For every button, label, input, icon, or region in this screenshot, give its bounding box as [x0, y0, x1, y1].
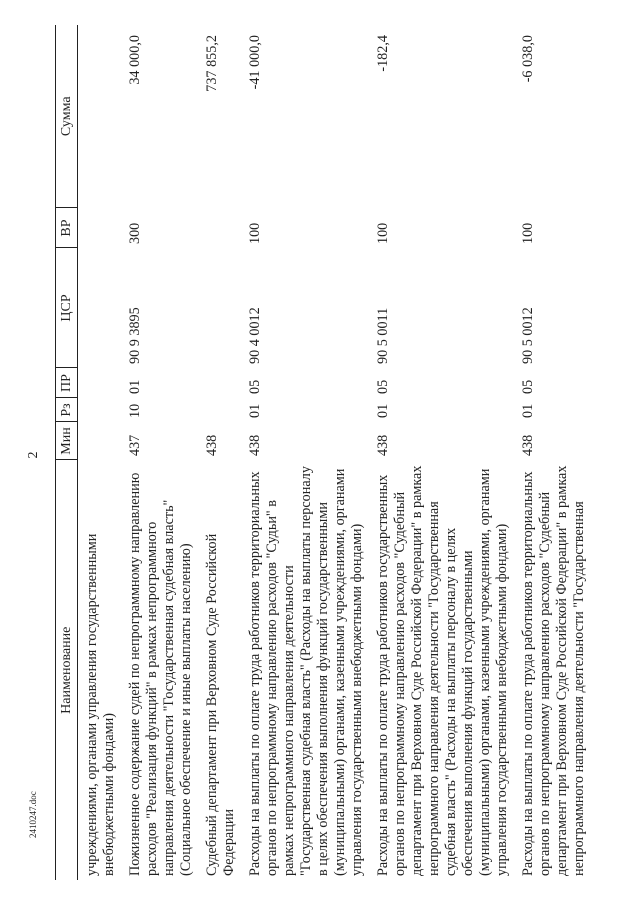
document-code: 2410247.doc	[28, 791, 38, 838]
row-rz	[78, 398, 125, 422]
row-vr: 100	[375, 222, 391, 244]
table-row	[78, 25, 125, 880]
row-pr	[78, 368, 125, 398]
rotated-table-container	[55, 25, 603, 880]
table-row	[124, 25, 201, 880]
row-min: 437	[127, 434, 143, 456]
table-row	[372, 25, 517, 880]
header-min: Мин	[56, 422, 78, 460]
row-pr: 01	[127, 379, 143, 394]
table-header-row	[56, 25, 78, 880]
header-rz: Рз	[56, 398, 78, 422]
table-row	[201, 25, 244, 880]
row-name: Пожизненное содержание судей по непрограммному направлению расходов "Реализация функций" в рамках непрограммного направления деятельности "Государственная судебная власть" (Социальное обеспечение и иные выплаты населению)	[127, 472, 194, 876]
row-sum: -41 000,0	[247, 35, 263, 90]
table-row	[244, 25, 372, 880]
row-sum: 34 000,0	[127, 35, 143, 85]
row-rz: 01	[520, 403, 536, 418]
header-name: Наименование	[56, 460, 78, 880]
header-sum: Сумма	[56, 25, 78, 208]
table-row	[517, 25, 594, 880]
row-min: 438	[247, 434, 263, 456]
row-csr	[201, 248, 244, 368]
row-sum	[78, 25, 125, 208]
row-pr: 05	[247, 379, 263, 394]
row-min	[78, 422, 125, 460]
row-csr: 90 4 0012	[247, 307, 263, 364]
row-vr: 100	[247, 222, 263, 244]
row-min: 438	[520, 434, 536, 456]
row-min: 438	[204, 434, 220, 456]
row-name: Расходы на выплаты по оплате труда работников государственных органов по непрограммному направлению расходов "Судебный департамент при Верховном Суде Российской Федерации" в рамках непрограммного направления деятельности "Государственная судебная власть" (Расходы на выплаты персоналу в целях обеспечения выполнения функций государственными (муниципальными) органами, казенными учреждениями, органами управления государственными внебюджетными фондами)	[375, 465, 510, 876]
row-vr	[78, 208, 125, 248]
row-pr: 05	[520, 379, 536, 394]
row-name: Расходы на выплаты по оплате труда работников территориальных органов по непрограммному направлению расходов "Судьи" в рамках непрограммного направления деятельности "Государственная судебная власть" (Расходы на выплаты персоналу в целях обеспечения выполнения функций государственными (муниципальными) органами, казенными учреждениями, органами управления государственными внебюджетными фондами)	[247, 466, 365, 876]
header-csr: ЦСР	[56, 248, 78, 368]
header-vr: ВР	[56, 208, 78, 248]
page-number: 2	[26, 451, 41, 459]
row-rz: 01	[375, 403, 391, 418]
row-rz	[201, 398, 244, 422]
row-csr: 90 5 0011	[375, 307, 391, 364]
row-pr: 05	[375, 379, 391, 394]
row-rz: 10	[127, 403, 143, 418]
header-pr: ПР	[56, 368, 78, 398]
row-pr	[201, 368, 244, 398]
row-rz: 01	[247, 403, 263, 418]
row-csr: 90 9 3895	[127, 307, 143, 364]
row-name: Судебный департамент при Верховном Суде Российской Федерации	[204, 533, 237, 876]
row-csr	[78, 248, 125, 368]
row-vr	[201, 208, 244, 248]
row-name: Расходы на выплаты по оплате труда работников территориальных органов по непрограммному направлению расходов "Судебный департамент при Верховном Суде Российской Федерации" в рамках непрограммного направления деятельности "Государственная	[520, 465, 587, 876]
row-vr: 100	[520, 222, 536, 244]
row-csr: 90 5 0012	[520, 307, 536, 364]
row-sum: -182,4	[375, 35, 391, 72]
row-sum: 737 855,2	[204, 35, 220, 92]
row-name: учреждениями, органами управления государственными внебюджетными фондами)	[84, 533, 117, 876]
budget-table	[55, 25, 594, 880]
row-min: 438	[375, 434, 391, 456]
row-sum: -6 038,0	[520, 35, 536, 83]
row-vr: 300	[127, 222, 143, 244]
